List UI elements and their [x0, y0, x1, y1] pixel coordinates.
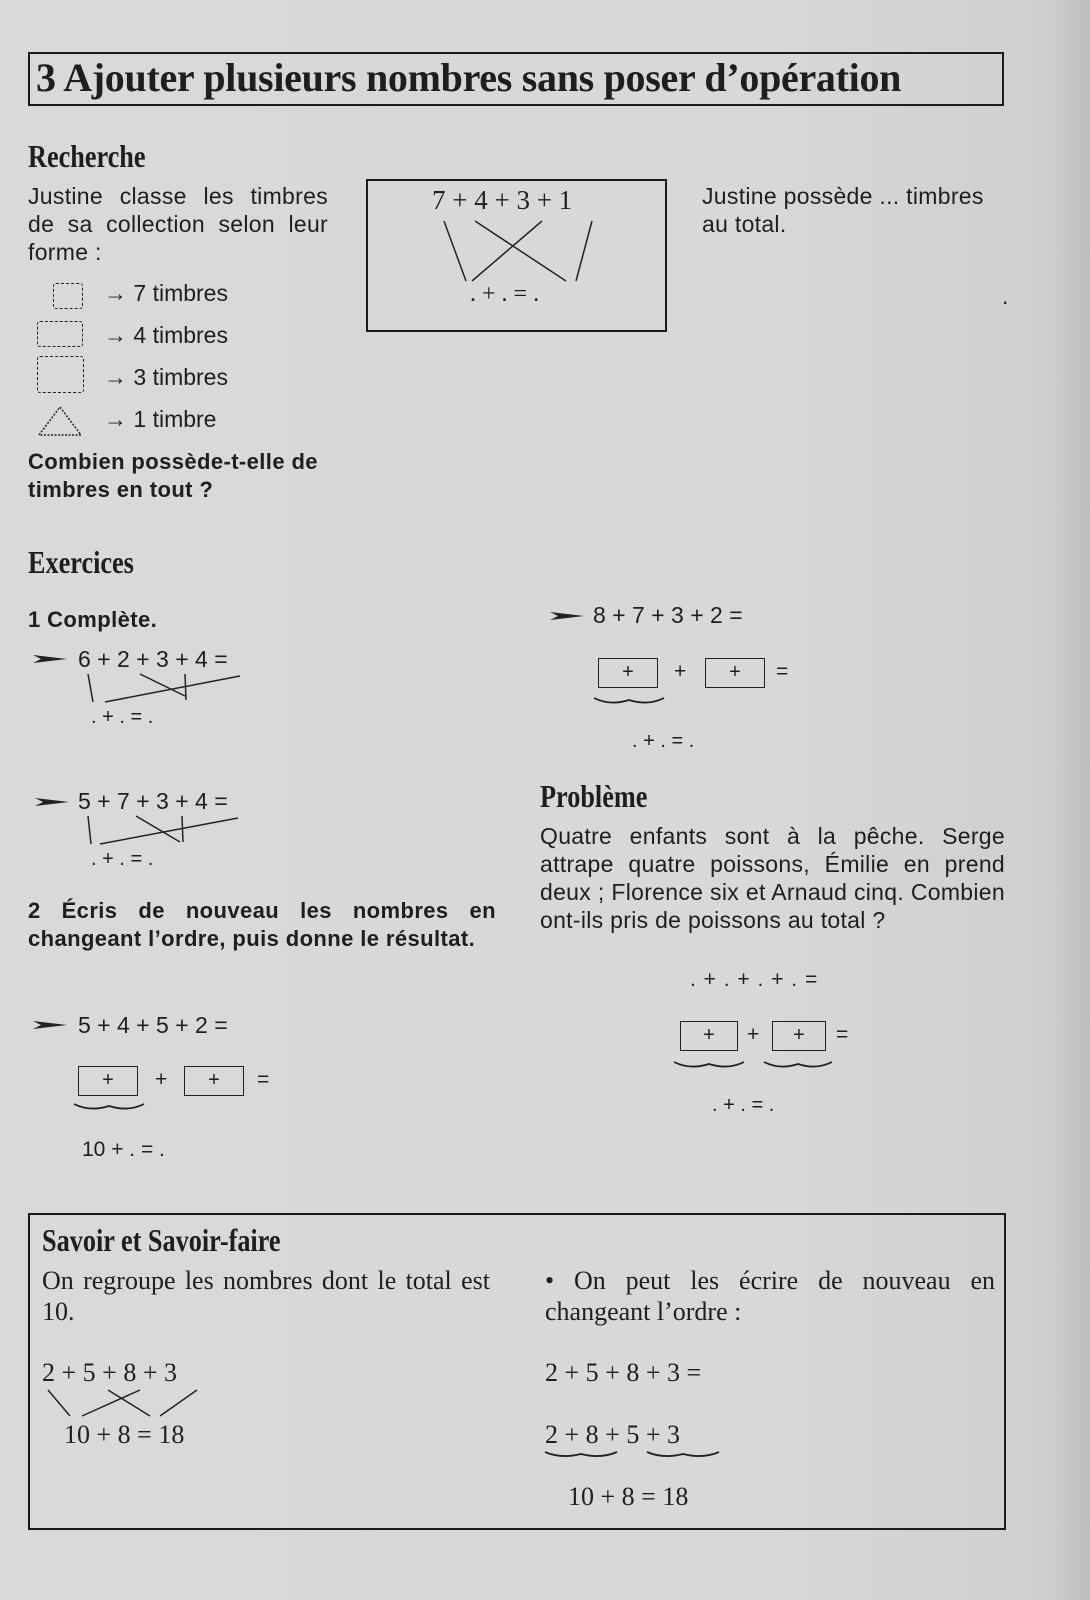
stamp-count-label: → 4 timbres [104, 322, 228, 348]
exercise-1-label: 1 Complète. [28, 607, 158, 632]
box-expression: 7 + 4 + 3 + 1 [432, 185, 573, 215]
savoir-grouping-lines [42, 1388, 212, 1422]
probleme-answer: . + . = . [712, 1094, 775, 1116]
exercise-1b-expression: 5 + 7 + 3 + 4 = [78, 788, 228, 814]
probleme-text: Quatre enfants sont à la pêche. Serge attrape quatre poissons, Émilie en prend deux ; Florence six et Arnaud cinq. Combien ont-ils pris de poissons au total ? [540, 823, 1005, 933]
answer-box[interactable]: + [184, 1066, 244, 1096]
exercise-1b-lines [80, 814, 250, 850]
savoir-left-expression: 2 + 5 + 8 + 3 [42, 1358, 177, 1387]
square-stamp-icon [53, 283, 83, 309]
stamp-count-label: → 1 timbre [104, 406, 217, 432]
exercices-heading: Exercices [28, 544, 134, 580]
answer-box[interactable]: + [78, 1066, 138, 1096]
pointer-arrow-icon [35, 795, 69, 809]
equals-sign: = [776, 660, 789, 683]
exercise-1a-expression: 6 + 2 + 3 + 4 = [78, 646, 228, 672]
plus-sign: + [747, 1023, 760, 1046]
recherche-intro: Justine classe les timbres de sa collection selon leur forme : [28, 183, 328, 265]
exercise-1b-answer: . + . = . [91, 848, 154, 870]
exercise-right-answer: . + . = . [632, 730, 695, 752]
recherche-heading: Recherche [28, 138, 146, 174]
recherche-question: Combien possède-t-elle de timbres en tout ? [28, 449, 318, 502]
savoir-right-expression-2: 2 + 8 + 5 + 3 [545, 1420, 680, 1449]
exercise-2-answer: 10 + . = . [82, 1138, 165, 1161]
exercise-1a-answer: . + . = . [91, 706, 154, 728]
large-stamp-icon [37, 356, 84, 393]
probleme-heading: Problème [540, 778, 648, 814]
pointer-arrow-icon [550, 609, 584, 623]
equals-sign: = [836, 1023, 849, 1046]
answer-box[interactable]: + [680, 1021, 738, 1051]
triangle-stamp-icon [37, 405, 83, 437]
answer-box[interactable]: + [598, 658, 658, 688]
exercise-right-expression: 8 + 7 + 3 + 2 = [593, 602, 743, 628]
brace-icon [72, 1100, 146, 1114]
exercise-1a-lines [80, 672, 250, 708]
stamp-count-label: → 7 timbres [104, 280, 228, 306]
brace-icon [592, 694, 666, 708]
brace-icon [672, 1058, 746, 1072]
rectangle-stamp-icon [37, 321, 83, 347]
plus-sign: + [674, 660, 687, 683]
stamp-count-label: → 3 timbres [104, 364, 228, 390]
pointer-arrow-icon [33, 1018, 67, 1032]
brace-icon [762, 1058, 834, 1072]
grouping-lines [366, 179, 667, 332]
box-answer: . + . = . [470, 281, 540, 307]
savoir-heading: Savoir et Savoir-faire [42, 1222, 281, 1258]
page-title: 3 Ajouter plusieurs nombres sans poser d’opération [36, 55, 902, 100]
savoir-left-result: 10 + 8 = 18 [64, 1420, 185, 1449]
savoir-right-result: 10 + 8 = 18 [568, 1482, 689, 1511]
recherche-answer-text: Justine possède ... timbres au total. [702, 183, 984, 237]
plus-sign: + [155, 1068, 168, 1091]
pointer-arrow-icon [33, 652, 67, 666]
exercise-2-label: 2 Écris de nouveau les nombres en changeant l’ordre, puis donne le résultat. [28, 898, 496, 951]
answer-dot: . [1002, 283, 1009, 309]
exercise-2-expression: 5 + 4 + 5 + 2 = [78, 1012, 228, 1038]
equals-sign: = [257, 1068, 270, 1091]
probleme-expression: . + . + . + . = [690, 968, 819, 991]
savoir-right-expression-1: 2 + 5 + 8 + 3 = [545, 1358, 702, 1387]
savoir-right-text: • On peut les écrire de nouveau en changeant l’ordre : [545, 1266, 995, 1326]
savoir-left-text: On regroupe les nombres dont le total est 10. [42, 1266, 490, 1326]
underline-brace-icon [543, 1448, 723, 1462]
answer-box[interactable]: + [772, 1021, 826, 1051]
answer-box[interactable]: + [705, 658, 765, 688]
